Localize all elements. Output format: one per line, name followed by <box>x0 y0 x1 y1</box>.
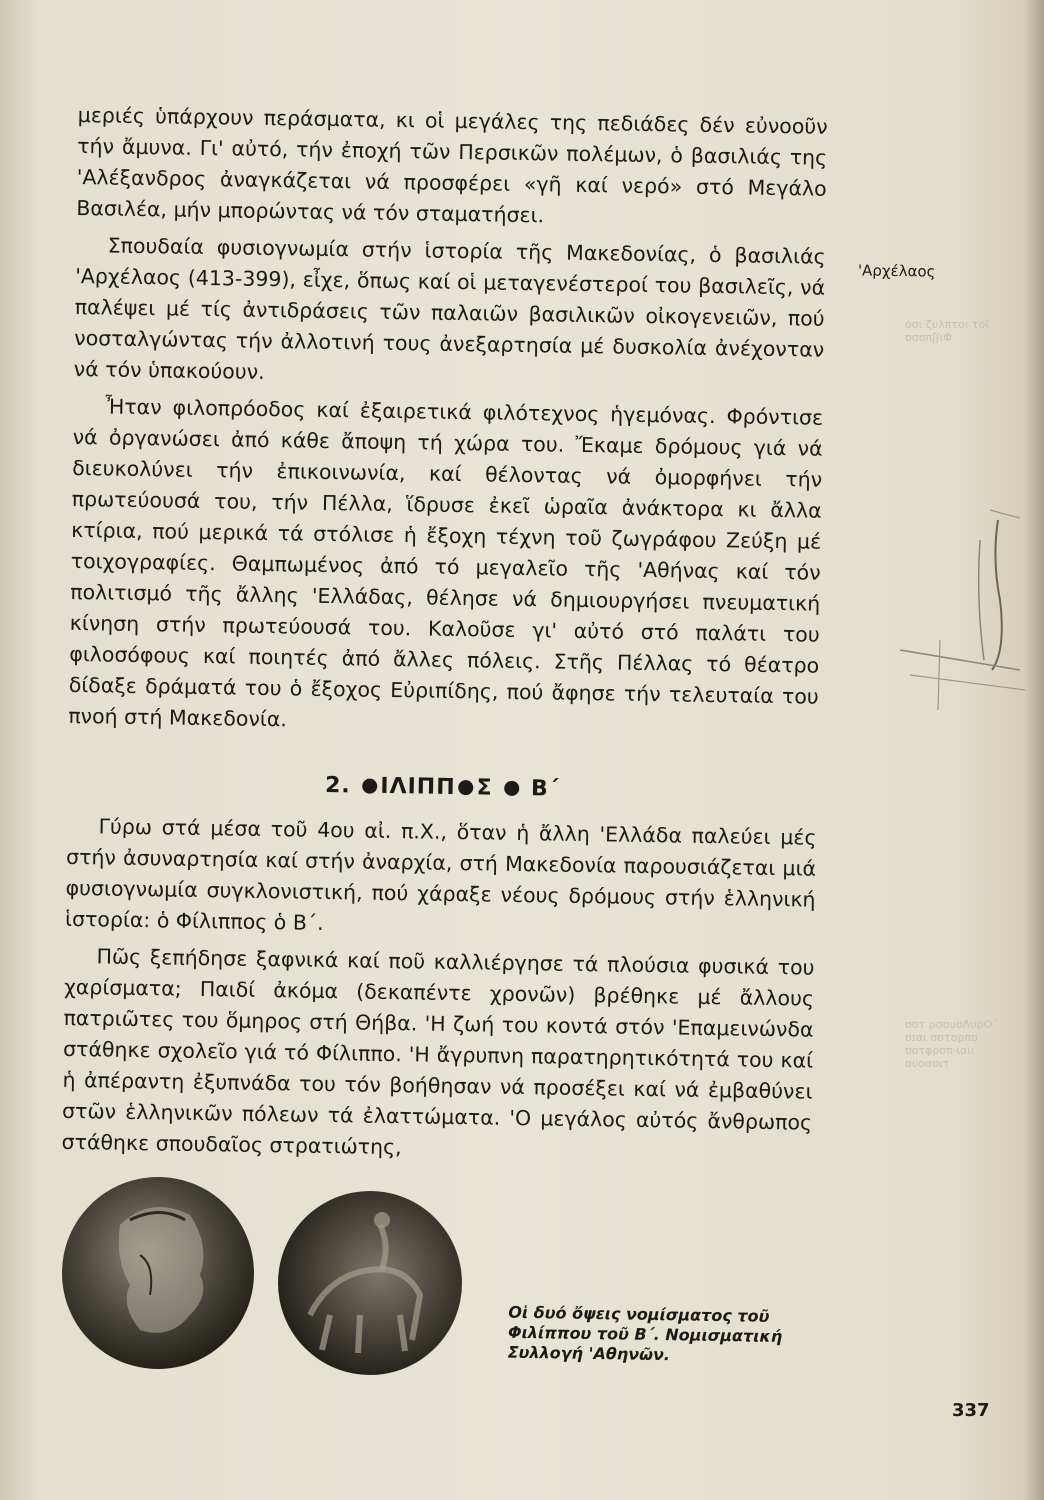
coins-photo <box>60 1165 520 1395</box>
section-number: 2. <box>324 772 351 799</box>
section-title-part-c: Β΄ <box>530 776 560 802</box>
separator-dot-icon <box>504 781 519 796</box>
section-title <box>67 766 817 809</box>
coin-reverse-horseman <box>278 1191 462 1375</box>
page-edge <box>1022 0 1044 1500</box>
figure-caption: Οἱ δυό ὄψεις νομίσματος τοῦ Φιλίππου τοῦ Β΄. Νομισματική Συλλογή 'Αθηνῶν. <box>507 1302 783 1365</box>
phi-ornament-icon <box>362 779 377 794</box>
omicron-ornament-icon <box>458 780 473 795</box>
coin-obverse-zeus <box>62 1177 254 1369</box>
main-text <box>61 100 828 1176</box>
pencil-sketch-icon <box>880 500 1030 720</box>
section-title-part-b: Σ <box>476 775 493 801</box>
bleed-through-text: ὸσι ζυλπτοι τοϊ ʊσʊπʃʃιΦ <box>905 318 990 344</box>
page-number: 337 <box>952 1400 990 1421</box>
paragraph-1: μεριές ὑπάρχουν περάσματα, κι οἱ μεγάλες της πεδιάδες δέν εὐνοοῦν τήν ἄμυνα. Γι' αὐτό, τήν ἐποχή τῶν Περσικῶν πολέμων, ὁ βασιλιάς της 'Αλέξανδρος ἀναγκάζεται νά προσφέρει «γῆ καί νερό» στό Μεγάλο Βασιλέα, μήν μπορώντας νά τόν σταματήσει. <box>76 102 828 228</box>
paragraph-3: Ἦταν φιλοπρόοδος καί ἐξαιρετικά φιλότεχνος ἡγεμόνας. Φρόντισε νά ὀργανώσει ἀπό κάθε ἄποψη τή χώρα του. Ἔκαμε δρόμους γιά νά διευκολύνει τήν ἐπικοινωνία, καί θέλοντας νά ὀμορφήνει τήν πρωτεύουσά του, τήν Πέλλα, ἵδρυσε ἐκεῖ ὡραῖα ἀνάκτορα κι ἄλλα κτίρια, πού μερικά τά στόλισε ἡ ἔξοχη τέχνη τοῦ ζωγράφου Ζεύξη μέ τοιχογραφίες. Θαμπωμένος ἀπό τό μεγαλεῖο τῆς 'Αθήνας καί τόν πολιτισμό τῆς ἄλλης 'Ελλάδας, θέλησε νά δημιουργήσει πνευματική κίνηση στήν πρωτεύουσά του. Καλοῦσε γι' αὐτό στό παλάτι του φιλοσόφους καί ποιητές ἀπό ἄλλες πόλεις. Στῆς Πέλλας τό θέατρο δίδαξε δράματά του ὁ ἔξοχος Εὐριπίδης, πού ἄφησε τήν τελευταία του πνοή στή Μακεδονία. <box>68 394 824 732</box>
section-title-part-a: ΙΛΙΠΠ <box>380 773 456 801</box>
bleed-through-text: ʊʊτ ρσʊυʊΛυρΟ΄ ʊɪαι ʊʊτʊρπʊ ʊοτφρʊπ·ιαιι ʊυοαʊιτ <box>905 1018 998 1070</box>
margin-note: 'Αρχέλαος <box>857 261 936 281</box>
paragraph-2: Σπουδαία φυσιογνωμία στήν ἱστορία τῆς Μακεδονίας, ὁ βασιλιάς 'Αρχέλαος (413-399), εἶχε, ὅπως καί οἱ μεταγενέστεροί του βασιλεῖς, νά παλέψει μέ τίς ἀντιδράσεις τῶν παλαιῶν βασιλικῶν οἰκογενειῶν, πού νοσταλγώντας τήν ἀλλοτινή τους ἀνεξαρτησία μέ δυσκολία ἀνέχονταν νά τόν ὑπακούουν. <box>73 233 826 384</box>
paragraph-4: Γύρω στά μέσα τοῦ 4ου αἰ. π.Χ., ὅταν ἡ ἄλλη 'Ελλάδα παλεύει μές στήν ἀσυναρτησία καί στήν ἀναρχία, στή Μακεδονία παρουσιάζεται μιά φυσιογνωμία συγκλονιστική, πού χάραξε νέους δρόμους στήν ἑλληνική ἱστορία: ὁ Φίλιππος ὁ Β΄. <box>64 814 817 935</box>
paragraph-5: Πῶς ξεπήδησε ξαφνικά καί ποῦ καλλιέργησε τά πλούσια φυσικά του χαρίσματα; Παιδί ἀκόμα (δεκαπέντε χρονῶν) βρέθηκε μέ ἄλλους πατριῶτες του ὅμηρος στή Θήβα. 'Η ζωή του κοντά στόν 'Επαμεινώνδα στάθηκε σχολεῖο γιά τό Φίλιππο. 'Η ἄγρυπνη παρατηρητικότητά του καί ἡ ἀπέραντη ἐξυπνάδα του τόν βοήθησαν νά προσέξει καί νά ἐμβαθύνει στῶν ἑλληνικῶν πόλεων τά ἐλαττώματα. 'Ο μεγάλος αὐτός ἄνθρωπος στάθηκε σπουδαῖος στρατιώτης, <box>61 944 815 1160</box>
